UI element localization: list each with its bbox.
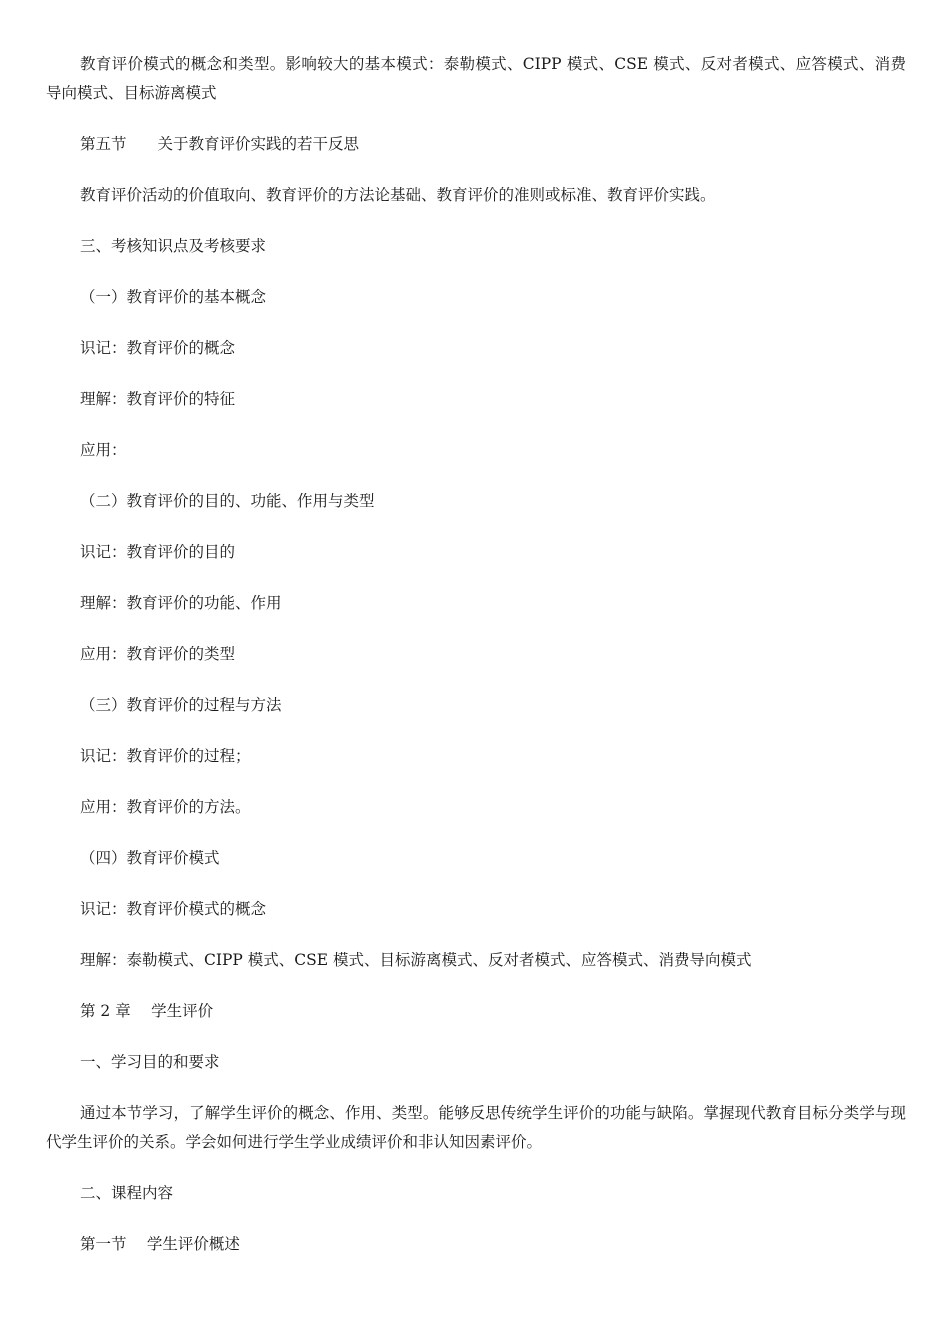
- knowledge-3-recall: 识记：教育评价的过程；: [80, 747, 251, 765]
- knowledge-2-apply: 应用：教育评价的类型: [80, 645, 236, 663]
- section-5-body: 教育评价活动的价值取向、教育评价的方法论基础、教育评价的准则或标准、教育评价实践。: [80, 186, 716, 204]
- knowledge-4-understand: 理解：泰勒模式、CIPP 模式、CSE 模式、目标游离模式、反对者模式、应答模式、消费导向模式: [80, 951, 752, 969]
- knowledge-3-title: （三）教育评价的过程与方法: [80, 696, 282, 714]
- knowledge-4-title: （四）教育评价模式: [80, 849, 220, 867]
- chapter-2-part-2-title: 二、课程内容: [80, 1184, 174, 1202]
- knowledge-2-recall: 识记：教育评价的目的: [80, 543, 236, 561]
- knowledge-1-title: （一）教育评价的基本概念: [80, 288, 267, 306]
- chapter-2-part-1-body: 通过本节学习，了解学生评价的概念、作用、类型。能够反思传统学生评价的功能与缺陷。掌握现代教育目标分类学与现代学生评价的关系。学会如何进行学生学业成绩评价和非认知因素评价。: [46, 1104, 906, 1151]
- knowledge-1-recall: 识记：教育评价的概念: [80, 339, 236, 357]
- chapter-2-part-1-title: 一、学习目的和要求: [80, 1053, 220, 1071]
- knowledge-1-apply: 应用：: [80, 441, 127, 459]
- knowledge-3-apply: 应用：教育评价的方法。: [80, 798, 251, 816]
- paragraph-evaluation-models: 教育评价模式的概念和类型。影响较大的基本模式：泰勒模式、CIPP 模式、CSE 模式、反对者模式、应答模式、消费导向模式、目标游离模式: [46, 55, 906, 102]
- knowledge-1-understand: 理解：教育评价的特征: [80, 390, 236, 408]
- part-3-title: 三、考核知识点及考核要求: [80, 237, 267, 255]
- chapter-2-section-1-title: 第一节 学生评价概述: [80, 1235, 240, 1253]
- section-5-title: 第五节 关于教育评价实践的若干反思: [80, 135, 360, 153]
- knowledge-2-title: （二）教育评价的目的、功能、作用与类型: [80, 492, 375, 510]
- chapter-2-title: 第 2 章 学生评价: [80, 1002, 214, 1020]
- knowledge-4-recall: 识记：教育评价模式的概念: [80, 900, 267, 918]
- knowledge-2-understand: 理解：教育评价的功能、作用: [80, 594, 282, 612]
